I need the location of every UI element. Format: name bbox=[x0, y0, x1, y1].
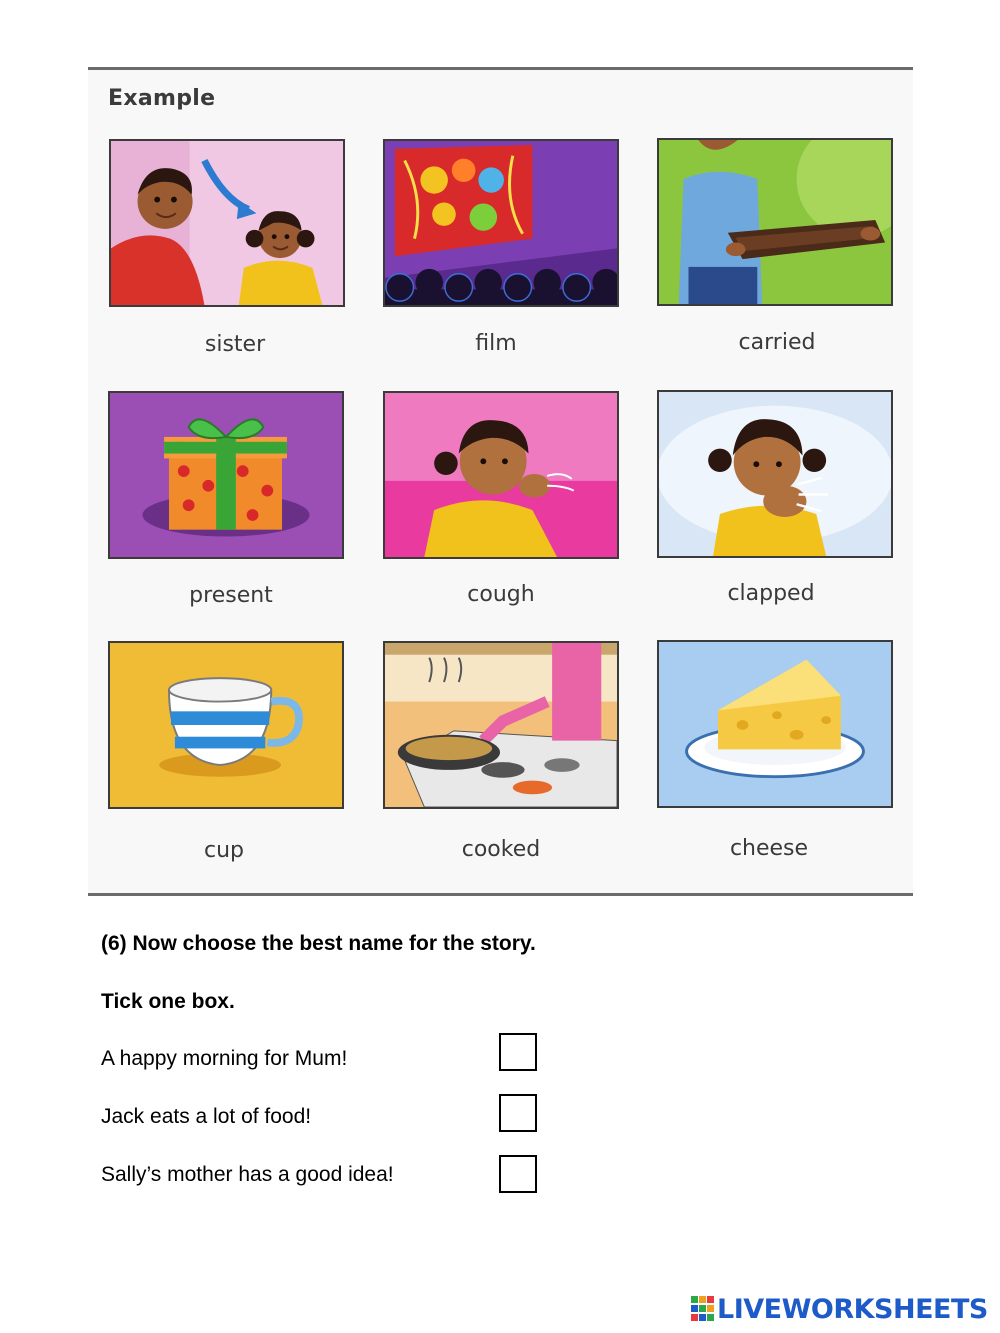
sister-picture bbox=[109, 139, 345, 307]
cough-picture bbox=[383, 391, 619, 559]
word-clapped: clapped bbox=[727, 581, 815, 606]
panel-bottom-rule bbox=[88, 893, 913, 896]
cooked-picture bbox=[383, 641, 619, 809]
cup-picture bbox=[108, 641, 344, 809]
option-1-checkbox[interactable] bbox=[499, 1033, 537, 1071]
word-cooked: cooked bbox=[461, 837, 541, 862]
clapped-picture bbox=[657, 390, 893, 558]
option-2-label: Jack eats a lot of food! bbox=[101, 1105, 312, 1128]
word-sister: sister bbox=[204, 332, 266, 357]
carried-picture bbox=[657, 138, 893, 306]
word-cup: cup bbox=[203, 838, 244, 863]
option-3-label: Sally’s mother has a good idea! bbox=[101, 1163, 394, 1186]
word-film: film bbox=[475, 331, 517, 356]
cheese-picture bbox=[657, 640, 893, 808]
present-picture bbox=[108, 391, 344, 559]
word-present: present bbox=[189, 583, 273, 608]
word-carried: carried bbox=[738, 330, 816, 355]
question-instruction: Tick one box. bbox=[101, 990, 235, 1013]
film-picture bbox=[383, 139, 619, 307]
option-2-checkbox[interactable] bbox=[499, 1094, 537, 1132]
example-label: Example bbox=[108, 86, 216, 111]
liveworksheets-icon bbox=[691, 1296, 715, 1322]
word-cough: cough bbox=[467, 582, 535, 607]
brand-name: LIVEWORKSHEETS bbox=[717, 1293, 988, 1325]
option-1-label: A happy morning for Mum! bbox=[101, 1047, 348, 1070]
question-prompt: (6) Now choose the best name for the story. bbox=[101, 932, 536, 955]
option-3-checkbox[interactable] bbox=[499, 1155, 537, 1193]
liveworksheets-logo bbox=[691, 1292, 988, 1326]
word-cheese: cheese bbox=[729, 836, 809, 861]
panel-top-rule bbox=[88, 67, 913, 70]
